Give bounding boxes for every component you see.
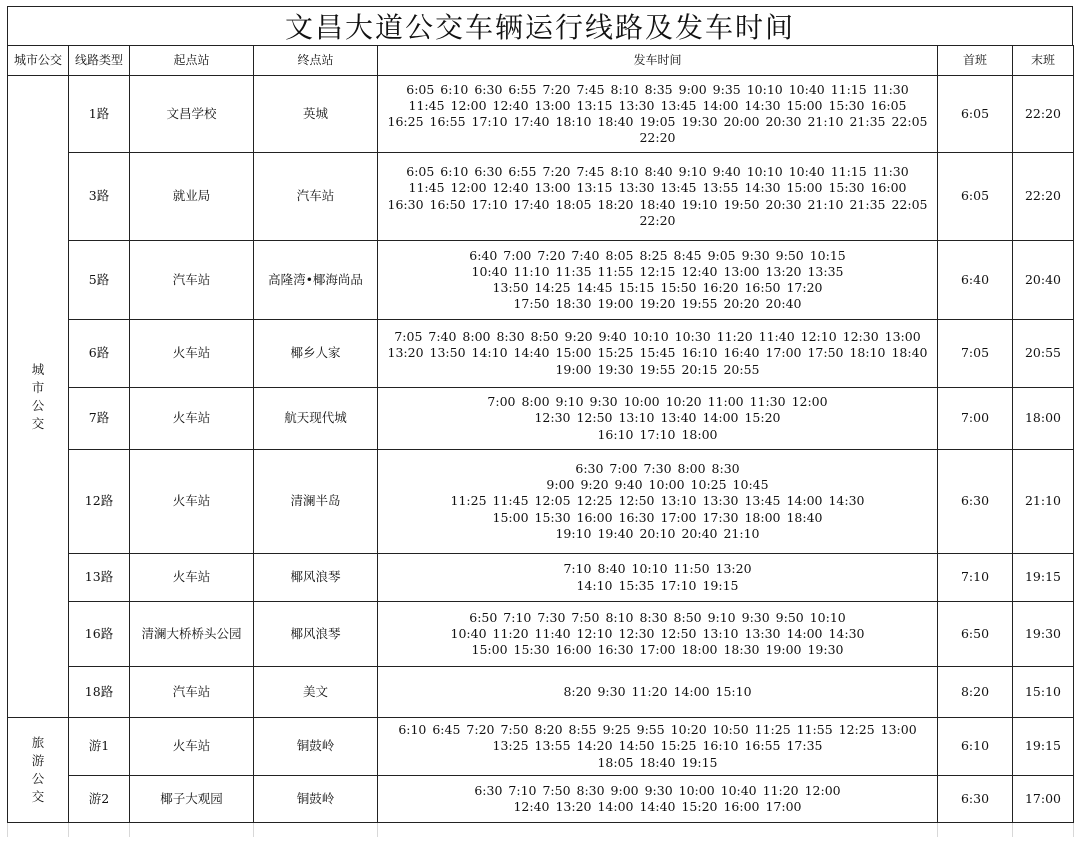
- header-last: 末班: [1013, 46, 1074, 76]
- route-times: 7:05 7:40 8:00 8:30 8:50 9:20 9:40 10:10 10:30 11:20 11:40 12:10 12:30 13:00 13:20 13:50 14:10 14:40 15:00 15:25 15:45 16:10 16:40 17:00 17:50 18:10 18:40 19:00 19:30 19:55 20:15 20:55: [378, 320, 938, 388]
- route-row: [8, 76, 1074, 153]
- route-row: [8, 718, 1074, 776]
- route-first: 6:30: [938, 776, 1013, 823]
- route-start: 清澜大桥桥头公园: [130, 602, 254, 667]
- route-last: 19:30: [1013, 602, 1074, 667]
- page-title: 文昌大道公交车辆运行线路及发车时间: [7, 6, 1073, 45]
- blank-row: [8, 823, 1074, 838]
- route-first: 6:10: [938, 718, 1013, 776]
- route-row: [8, 241, 1074, 320]
- route-last: 18:00: [1013, 388, 1074, 450]
- route-end: 铜鼓岭: [254, 776, 378, 823]
- route-last: 22:20: [1013, 76, 1074, 153]
- route-start: 汽车站: [130, 667, 254, 718]
- route-last: 17:00: [1013, 776, 1074, 823]
- timetable: [7, 45, 1074, 837]
- route-start: 文昌学校: [130, 76, 254, 153]
- group-tour-label: 旅 游 公 交: [8, 718, 69, 823]
- header-type: 线路类型: [69, 46, 130, 76]
- route-start: 火车站: [130, 450, 254, 554]
- route-end: 英城: [254, 76, 378, 153]
- route-first: 6:30: [938, 450, 1013, 554]
- route-row: [8, 450, 1074, 554]
- route-first: 6:05: [938, 76, 1013, 153]
- route-times: 6:10 6:45 7:20 7:50 8:20 8:55 9:25 9:55 10:20 10:50 11:25 11:55 12:25 13:00 13:25 13:55 14:20 14:50 15:25 16:10 16:55 17:35 18:05 18:40 19:15: [378, 718, 938, 776]
- route-end: 清澜半岛: [254, 450, 378, 554]
- route-end: 椰风浪琴: [254, 554, 378, 602]
- route-name: 5路: [69, 241, 130, 320]
- route-end: 美文: [254, 667, 378, 718]
- route-name: 游1: [69, 718, 130, 776]
- timetable-sheet: [7, 6, 1073, 837]
- header-end: 终点站: [254, 46, 378, 76]
- route-row: [8, 776, 1074, 823]
- route-name: 13路: [69, 554, 130, 602]
- route-row: [8, 153, 1074, 241]
- route-row: [8, 667, 1074, 718]
- route-start: 火车站: [130, 718, 254, 776]
- route-last: 19:15: [1013, 554, 1074, 602]
- route-start: 汽车站: [130, 241, 254, 320]
- route-times: 6:05 6:10 6:30 6:55 7:20 7:45 8:10 8:40 9:10 9:40 10:10 10:40 11:15 11:30 11:45 12:00 12:40 13:00 13:15 13:30 13:45 13:55 14:30 15:00 15:30 16:00 16:30 16:50 17:10 17:40 18:05 18:20 18:40 19:10 19:50 20:30 21:10 21:35 22:05 22:20: [378, 153, 938, 241]
- route-start: 火车站: [130, 388, 254, 450]
- route-times: 7:00 8:00 9:10 9:30 10:00 10:20 11:00 11:30 12:00 12:30 12:50 13:10 13:40 14:00 15:20 16:10 17:10 18:00: [378, 388, 938, 450]
- route-start: 椰子大观园: [130, 776, 254, 823]
- route-first: 6:05: [938, 153, 1013, 241]
- route-times: 7:10 8:40 10:10 11:50 13:20 14:10 15:35 17:10 19:15: [378, 554, 938, 602]
- route-name: 18路: [69, 667, 130, 718]
- route-end: 椰风浪琴: [254, 602, 378, 667]
- route-name: 1路: [69, 76, 130, 153]
- header-row: [8, 46, 1074, 76]
- route-start: 就业局: [130, 153, 254, 241]
- route-times: 6:30 7:00 7:30 8:00 8:30 9:00 9:20 9:40 10:00 10:25 10:45 11:25 11:45 12:05 12:25 12:50 13:10 13:30 13:45 14:00 14:30 15:00 15:30 16:00 16:30 17:00 17:30 18:00 18:40 19:10 19:40 20:10 20:40 21:10: [378, 450, 938, 554]
- route-last: 22:20: [1013, 153, 1074, 241]
- route-times: 6:50 7:10 7:30 7:50 8:10 8:30 8:50 9:10 9:30 9:50 10:10 10:40 11:20 11:40 12:10 12:30 12:50 13:10 13:30 14:00 14:30 15:00 15:30 16:00 16:30 17:00 18:00 18:30 19:00 19:30: [378, 602, 938, 667]
- route-name: 7路: [69, 388, 130, 450]
- route-start: 火车站: [130, 320, 254, 388]
- route-name: 16路: [69, 602, 130, 667]
- route-row: [8, 388, 1074, 450]
- header-start: 起点站: [130, 46, 254, 76]
- header-category: 城市公交: [8, 46, 69, 76]
- route-end: 高隆湾•椰海尚品: [254, 241, 378, 320]
- route-first: 7:10: [938, 554, 1013, 602]
- route-last: 19:15: [1013, 718, 1074, 776]
- route-end: 椰乡人家: [254, 320, 378, 388]
- route-times: 8:20 9:30 11:20 14:00 15:10: [378, 667, 938, 718]
- route-end: 航天现代城: [254, 388, 378, 450]
- route-name: 3路: [69, 153, 130, 241]
- route-row: [8, 602, 1074, 667]
- route-start: 火车站: [130, 554, 254, 602]
- route-end: 铜鼓岭: [254, 718, 378, 776]
- route-name: 游2: [69, 776, 130, 823]
- route-name: 6路: [69, 320, 130, 388]
- route-first: 8:20: [938, 667, 1013, 718]
- header-first: 首班: [938, 46, 1013, 76]
- route-last: 21:10: [1013, 450, 1074, 554]
- group-city-label: 城 市 公 交: [8, 76, 69, 718]
- route-times: 6:30 7:10 7:50 8:30 9:00 9:30 10:00 10:40 11:20 12:00 12:40 13:20 14:00 14:40 15:20 16:00 17:00: [378, 776, 938, 823]
- route-name: 12路: [69, 450, 130, 554]
- route-first: 7:05: [938, 320, 1013, 388]
- route-last: 20:55: [1013, 320, 1074, 388]
- route-last: 15:10: [1013, 667, 1074, 718]
- route-first: 6:40: [938, 241, 1013, 320]
- route-row: [8, 554, 1074, 602]
- route-first: 7:00: [938, 388, 1013, 450]
- route-row: [8, 320, 1074, 388]
- route-times: 6:05 6:10 6:30 6:55 7:20 7:45 8:10 8:35 9:00 9:35 10:10 10:40 11:15 11:30 11:45 12:00 12:40 13:00 13:15 13:30 13:45 14:00 14:30 15:00 15:30 16:05 16:25 16:55 17:10 17:40 18:10 18:40 19:05 19:30 20:00 20:30 21:10 21:35 22:05 22:20: [378, 76, 938, 153]
- header-times: 发车时间: [378, 46, 938, 76]
- route-times: 6:40 7:00 7:20 7:40 8:05 8:25 8:45 9:05 9:30 9:50 10:15 10:40 11:10 11:35 11:55 12:15 12:40 13:00 13:20 13:35 13:50 14:25 14:45 15:15 15:50 16:20 16:50 17:20 17:50 18:30 19:00 19:20 19:55 20:20 20:40: [378, 241, 938, 320]
- route-last: 20:40: [1013, 241, 1074, 320]
- route-first: 6:50: [938, 602, 1013, 667]
- route-end: 汽车站: [254, 153, 378, 241]
